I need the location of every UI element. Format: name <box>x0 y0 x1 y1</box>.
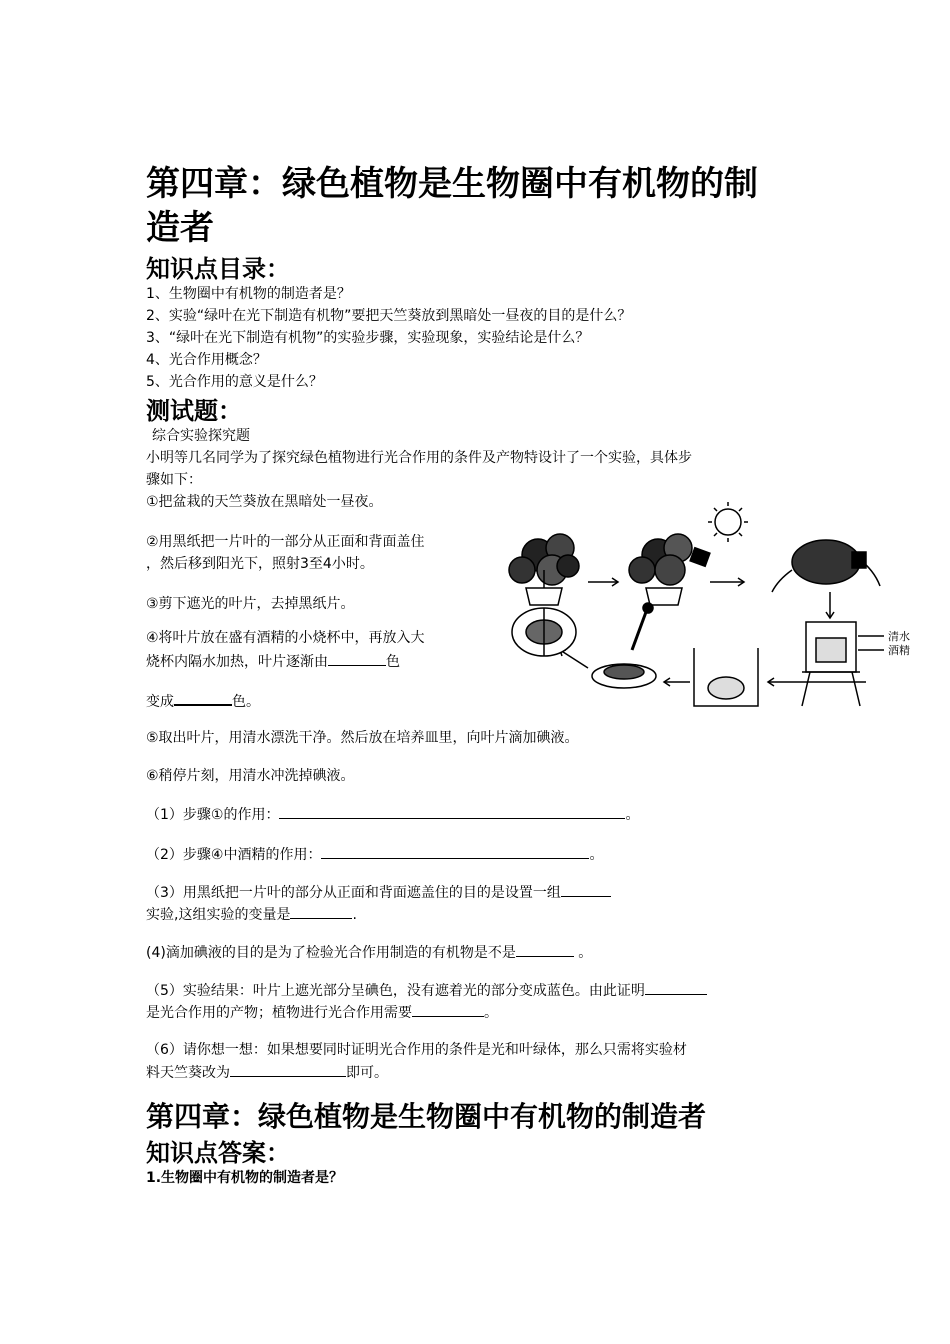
experiment-figure <box>496 500 916 720</box>
potted-plant-icon <box>509 534 579 605</box>
question-4-suffix: 。 <box>573 945 593 961</box>
step-4-line3-text: 变成 <box>146 694 174 710</box>
blank-q1[interactable] <box>279 804 625 819</box>
step-4-line2-text: 烧杯内隔水加热，叶片逐渐由 <box>146 654 328 670</box>
question-3-line2-suffix: . <box>352 907 357 923</box>
blank-q3-group[interactable] <box>561 882 611 897</box>
sun-icon <box>708 502 748 542</box>
leaf-in-hands-icon <box>772 540 880 592</box>
page-title-line2: 造者 <box>146 208 214 248</box>
question-3-line2-text: 实验,这组实验的变量是 <box>146 907 291 923</box>
blank-q5-condition[interactable] <box>412 1002 484 1017</box>
step-4-line3-suffix: 色。 <box>232 694 260 710</box>
test-intro-line2: 骤如下： <box>146 472 202 488</box>
step-2-line2: ，然后移到阳光下，照射3至4小时。 <box>146 556 374 572</box>
question-2-text: （2）步骤④中酒精的作用： <box>146 847 322 863</box>
step-6: ⑥稍停片刻，用清水冲洗掉碘液。 <box>146 768 355 784</box>
question-1 <box>146 804 639 825</box>
question-5-line2-text: 是光合作用的产物；植物进行光合作用需要 <box>146 1005 412 1021</box>
question-5-line2 <box>146 1002 498 1023</box>
blank-q3-variable[interactable] <box>290 904 352 919</box>
page-title-line1: 第四章：绿色植物是生物圈中有机物的制 <box>146 164 758 204</box>
potted-plant-covered-icon <box>629 534 710 605</box>
question-5-text: （5）实验结果：叶片上遮光部分呈碘色，没有遮着光的部分变成蓝色。由此证明 <box>146 983 645 999</box>
stained-leaf-icon <box>512 608 576 656</box>
blank-q2[interactable] <box>321 844 589 859</box>
answers-heading: 知识点答案： <box>146 1139 290 1167</box>
blank-q5-product[interactable] <box>645 980 707 995</box>
question-3-line2 <box>146 904 357 925</box>
toc-item-5: 5、光合作用的意义是什么？ <box>146 374 323 390</box>
question-1-suffix: 。 <box>625 807 640 823</box>
toc-item-3: 3、“绿叶在光下制造有机物”的实验步骤，实验现象，实验结论是什么？ <box>146 330 590 346</box>
step-4-line3 <box>146 690 260 712</box>
question-2 <box>146 844 603 865</box>
question-2-suffix: 。 <box>589 847 604 863</box>
label-water: 清水 <box>888 630 910 643</box>
step-5: ⑤取出叶片，用清水漂洗干净。然后放在培养皿里，向叶片滴加碘液。 <box>146 730 579 746</box>
question-3-line1 <box>146 882 611 903</box>
blank-color-from[interactable] <box>328 651 386 666</box>
test-intro-line1: 小明等几名同学为了探究绿色植物进行光合作用的条件及产物特设计了一个实验，具体步 <box>146 450 692 466</box>
toc-item-2: 2、实验“绿叶在光下制造有机物”要把天竺葵放到黑暗处一昼夜的目的是什么？ <box>146 308 632 324</box>
beaker-icon <box>694 648 758 706</box>
step-4-line2 <box>146 651 400 672</box>
toc-heading: 知识点目录： <box>146 255 290 283</box>
blank-color-to[interactable] <box>174 690 232 706</box>
question-6-line2-suffix: 即可。 <box>346 1065 388 1081</box>
question-6-line2-text: 料天竺葵改为 <box>146 1065 230 1081</box>
step-3: ③剪下遮光的叶片，去掉黑纸片。 <box>146 596 355 612</box>
blank-q6[interactable] <box>230 1062 346 1077</box>
step-2-line1: ②用黑纸把一片叶的一部分从正面和背面盖住 <box>146 534 425 550</box>
question-4 <box>146 942 592 963</box>
test-heading: 测试题： <box>146 397 242 425</box>
question-3-text: （3）用黑纸把一片叶的部分从正面和背面遮盖住的目的是设置一组 <box>146 885 561 901</box>
label-alcohol: 酒精 <box>888 644 910 657</box>
question-6-line2 <box>146 1062 388 1083</box>
question-1-text: （1）步骤①的作用： <box>146 807 280 823</box>
step-4-line1: ④将叶片放在盛有酒精的小烧杯中，再放入大 <box>146 630 425 646</box>
toc-item-4: 4、光合作用概念？ <box>146 352 267 368</box>
step-1: ①把盆栽的天竺葵放在黑暗处一昼夜。 <box>146 494 383 510</box>
question-6-line1: （6）请你想一想：如果想要同时证明光合作用的条件是光和叶绿体，那么只需将实验材 <box>146 1042 687 1058</box>
test-subheading: 综合实验探究题 <box>152 428 250 444</box>
question-5-line1 <box>146 980 707 1001</box>
water-bath-icon <box>796 622 866 706</box>
answers-title: 第四章：绿色植物是生物圈中有机物的制造者 <box>146 1100 707 1133</box>
petri-dish-icon <box>592 603 656 688</box>
toc-item-1: 1、生物圈中有机物的制造者是？ <box>146 286 351 302</box>
step-4-line2-suffix: 色 <box>386 654 400 670</box>
question-5-line2-suffix: 。 <box>484 1005 498 1021</box>
blank-q4[interactable] <box>516 942 574 957</box>
answers-item-1: 1.生物圈中有机物的制造者是？ <box>146 1170 344 1186</box>
question-4-text: (4)滴加碘液的目的是为了检验光合作用制造的有机物是不是 <box>146 945 516 961</box>
